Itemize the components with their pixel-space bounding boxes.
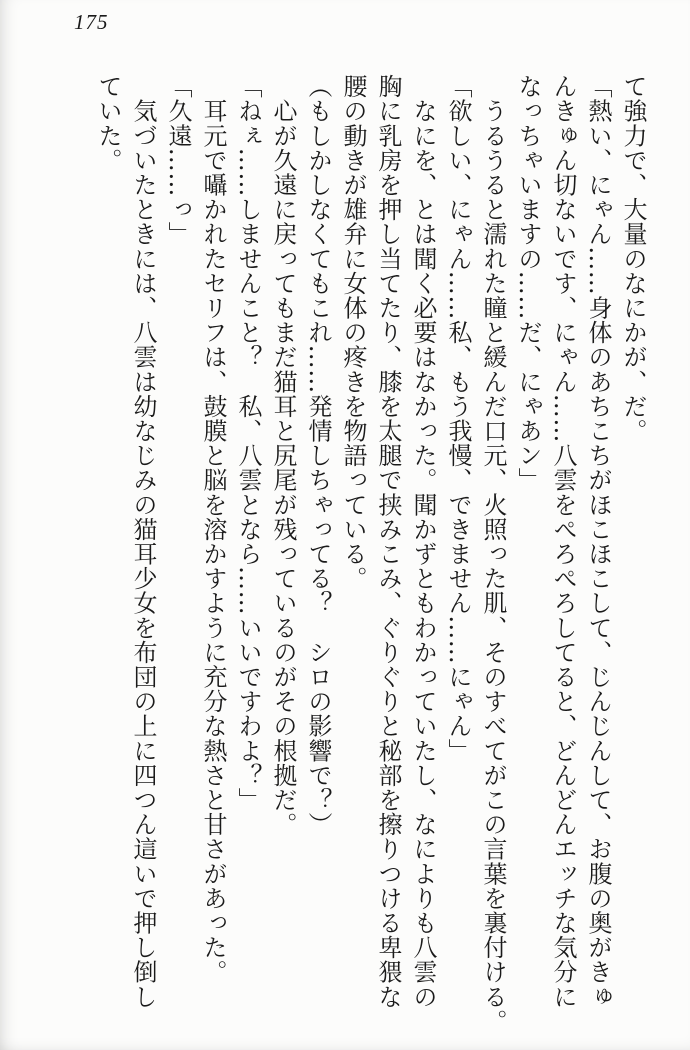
text-line: うるうると濡れた瞳と緩んだ口元、火照った肌、そのすべてがこの言葉を裏付ける。 <box>479 74 507 1034</box>
text-line: 心が久遠に戻ってもまだ猫耳と尻尾が残っているのがその根拠だ。 <box>269 74 297 837</box>
text-line: んきゅん切ないです、にゃん……八雲をぺろぺろしてると、どんどんエッチな気分に <box>549 74 577 1009</box>
text-line: 「欲しい、にゃん……私、もう我慢、できません……にゃん」 <box>444 74 472 763</box>
text-line: （もしかしなくてもこれ……発情しちゃってる？ シロの影響で？） <box>304 74 332 837</box>
text-line: 「久遠……っ」 <box>164 74 192 247</box>
text-line: なっちゃいますの……だ、にゃあン」 <box>514 74 542 493</box>
text-line: て強力で、大量のなにかが、だ。 <box>619 74 647 443</box>
text-line: 耳元で囁かれたセリフは、鼓膜と脳を溶かすように充分な熱さと甘さがあった。 <box>199 74 227 985</box>
text-line: 「熱い、にゃん……身体のあちこちがほこほこして、じんじんして、お腹の奥がきゅ <box>584 74 612 1009</box>
text-line: 腰の動きが雄弁に女体の疼きを物語っている。 <box>339 74 367 591</box>
text-line: 「ねぇ……しませんこと？ 私、八雲となら……いいですわよ？」 <box>234 74 262 812</box>
vertical-text-block <box>90 74 650 1046</box>
text-line: ていた。 <box>94 74 122 173</box>
text-line: 胸に乳房を押し当てたり、膝を太腿で挟みこみ、ぐりぐりと秘部を擦りつける卑猥な <box>374 74 402 1009</box>
text-line: なにを、とは聞く必要はなかった。聞かずともわかっていたし、なによりも八雲の <box>409 74 437 1009</box>
page-number: 175 <box>74 10 109 34</box>
text-line: 気づいたときには、八雲は幼なじみの猫耳少女を布団の上に四つん這いで押し倒し <box>129 74 157 1009</box>
